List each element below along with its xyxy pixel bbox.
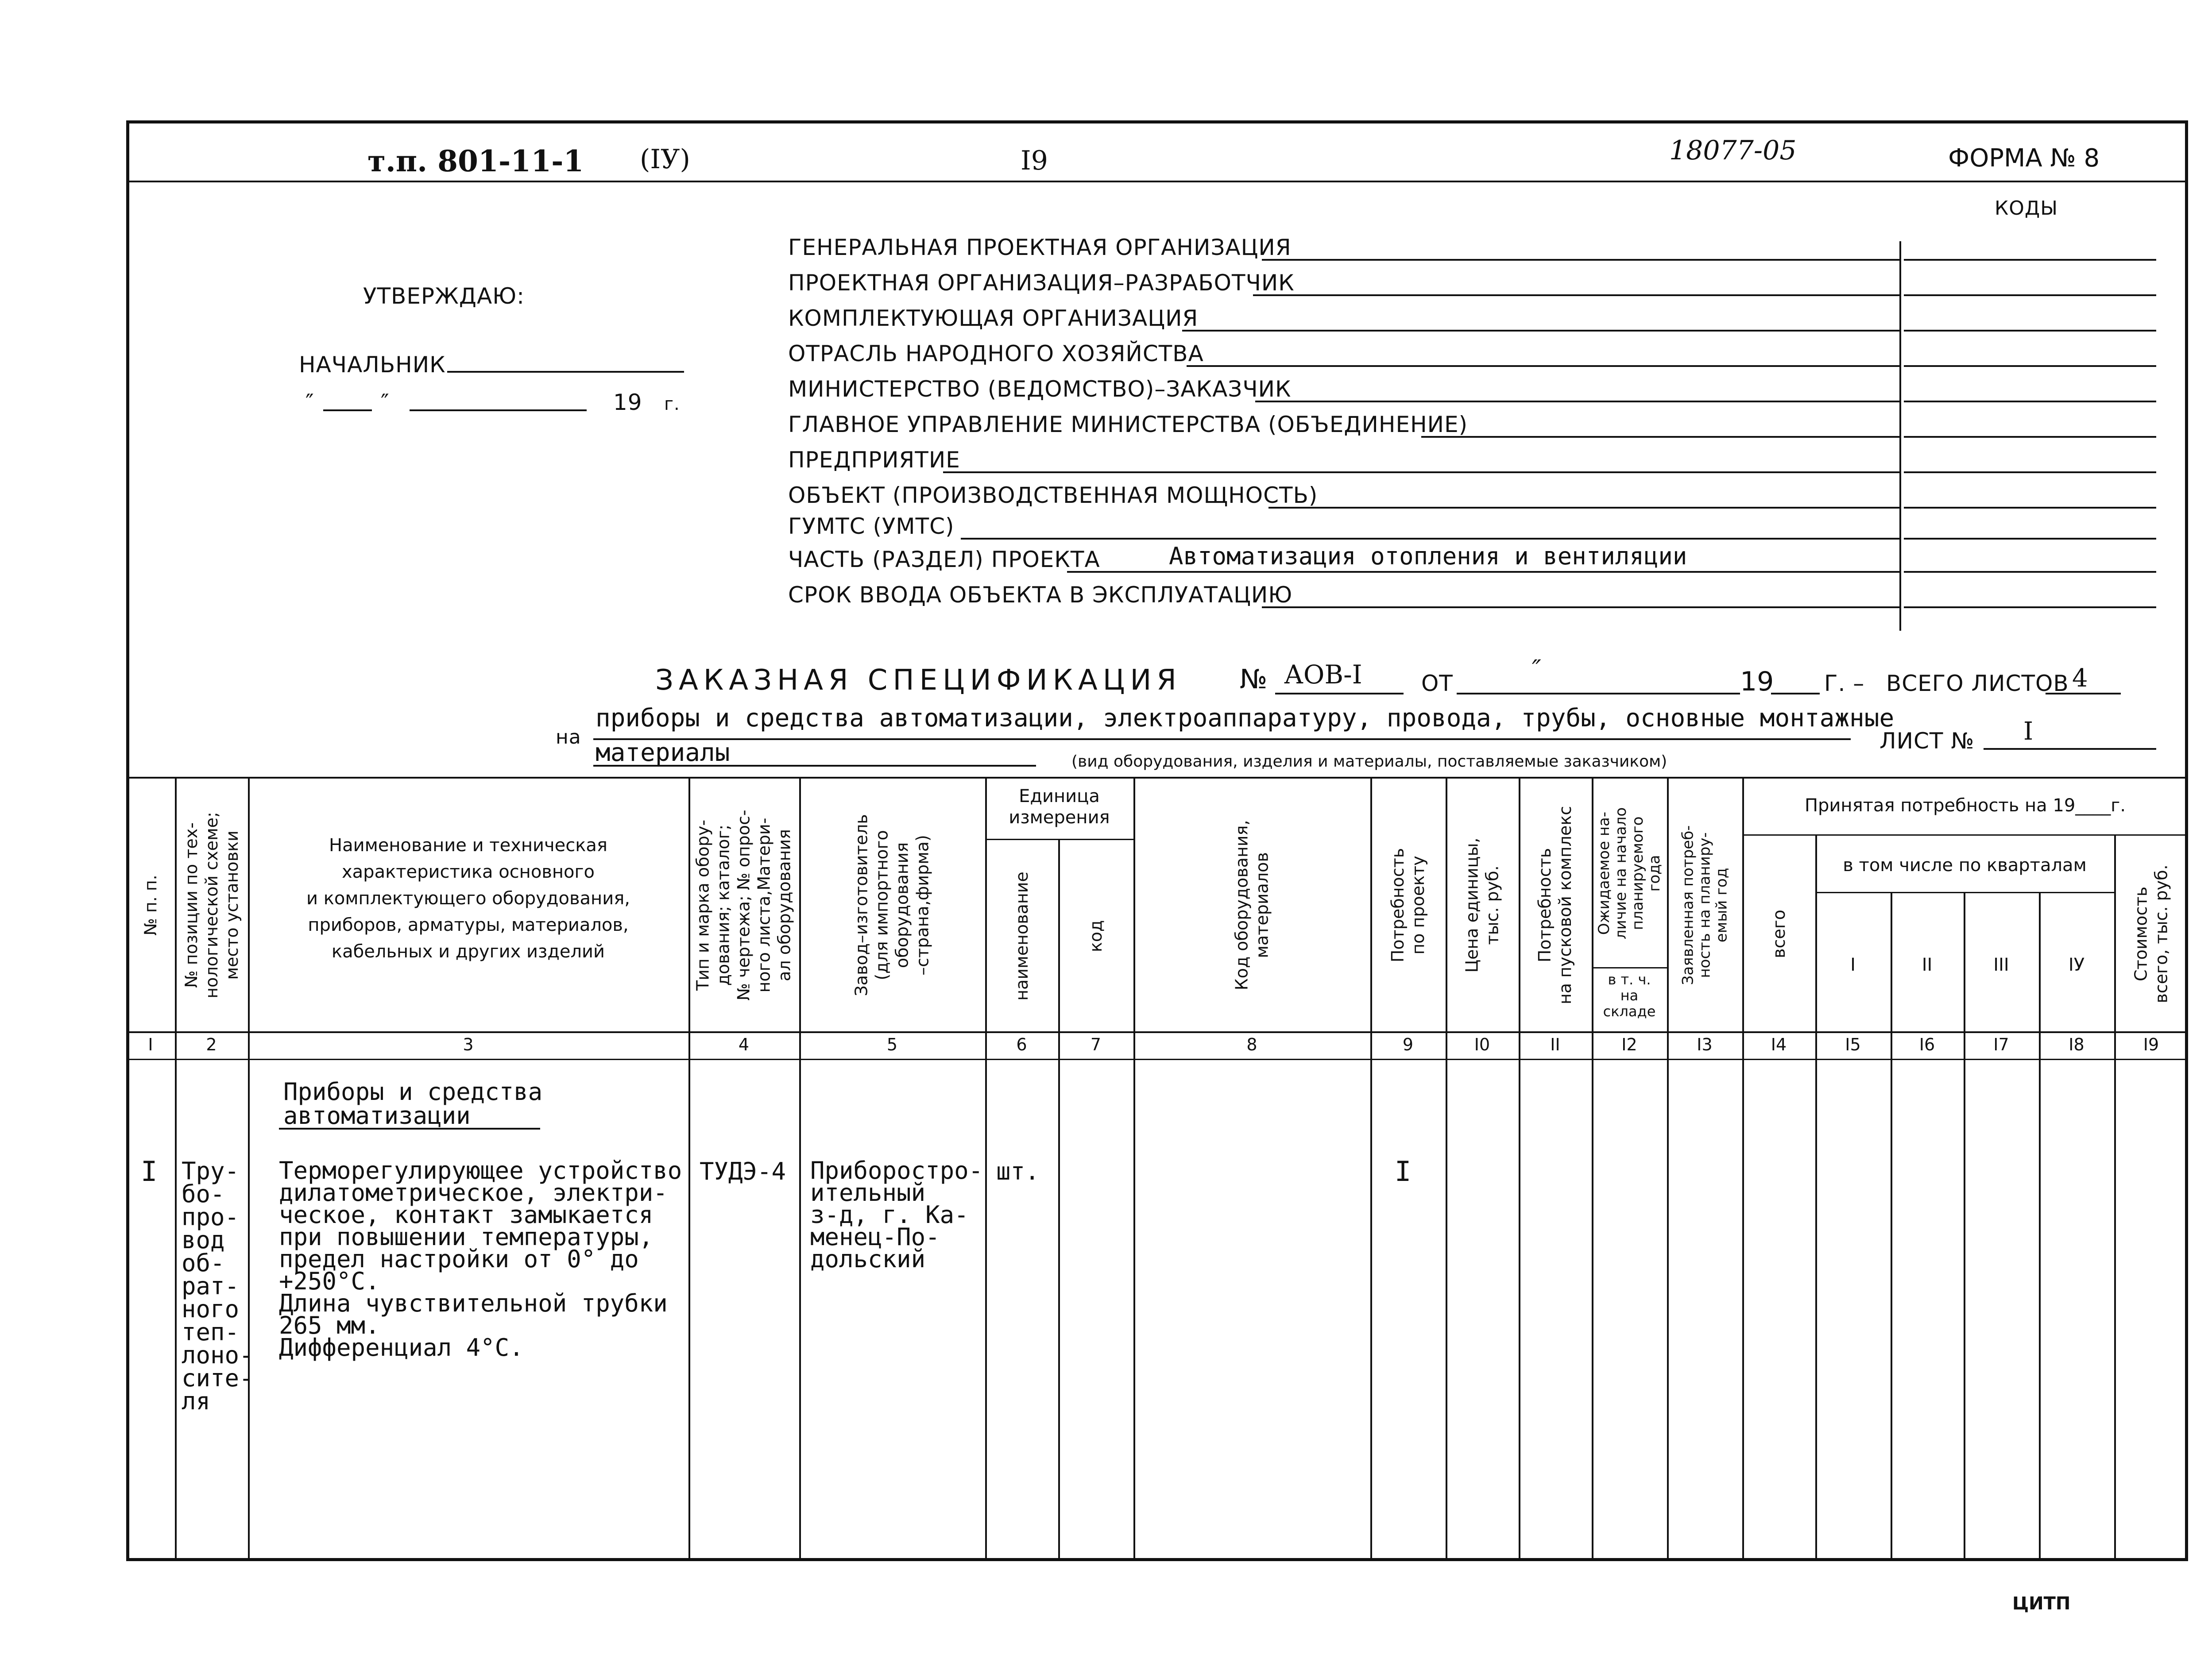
header-col9: Потребность по проекту: [1388, 848, 1428, 963]
field-value-line: [1255, 401, 1899, 402]
header-accepted: Принятая потребность на 19____г.: [1804, 795, 2126, 816]
column-number: 6: [1016, 1035, 1027, 1054]
field-label: МИНИСТЕРСТВО (ВЕДОМСТВО)–ЗАКАЗЧИК: [788, 376, 1292, 402]
row-1-manufacturer: Приборостро- ительный з-д, г. Ка- менец-По- дольский: [810, 1157, 983, 1273]
field-value-line: [1187, 365, 1899, 367]
field-code-line: [1904, 538, 2156, 540]
header-col4: Тип и марка обору- дования; каталог; № чертежа; № опрос- ного листа,Матери- ал оборудования: [693, 810, 795, 1001]
column-number: I4: [1771, 1035, 1787, 1054]
header-col14: всего: [1769, 910, 1789, 958]
header-col3: Наименование и техническая характеристика основного и комплектующего оборудования, приборов, арматуры, материалов, кабельных и других изделий: [306, 835, 630, 962]
spec-subject-line2: материалы: [596, 738, 730, 767]
field-code-line: [1904, 259, 2156, 261]
field-code-line: [1904, 365, 2156, 367]
column-number: I3: [1697, 1035, 1713, 1054]
quarters-group-line: [1815, 892, 2114, 893]
field-value-line: [1253, 294, 1899, 296]
field-label: ОТРАСЛЬ НАРОДНОГО ХОЗЯЙСТВА: [788, 341, 1204, 366]
spec-subject-line2-rule: [593, 765, 1036, 767]
unit-group-line: [985, 839, 1133, 840]
spec-subject-line1-rule: [593, 738, 1851, 740]
col12-split-line: [1592, 967, 1667, 968]
header-col13: Заявленная потреб- ность на планиру- емый год: [1679, 825, 1730, 985]
accepted-group-line: [1742, 834, 2188, 836]
field-code-line: [1904, 294, 2156, 296]
spec-sheet-line: [1984, 748, 2156, 750]
column-number: I8: [2069, 1035, 2084, 1054]
spec-date-quote: ″: [1532, 655, 1541, 684]
header-col12b: в т. ч. на складе: [1603, 971, 1656, 1020]
field-code-line: [1904, 436, 2156, 438]
column-number: 4: [738, 1035, 750, 1054]
date-year-suffix: г.: [664, 394, 680, 414]
field-code-line: [1904, 571, 2156, 573]
column-number: I0: [1474, 1035, 1490, 1054]
header-col18: IУ: [2068, 955, 2085, 975]
spec-number-line: [1275, 693, 1404, 694]
archive-number: 18077-05: [1669, 135, 1797, 166]
column-line: [1891, 892, 1892, 1561]
column-number: I9: [2143, 1035, 2159, 1054]
header-col17: III: [1993, 955, 2009, 975]
spec-sheets-line: [2046, 693, 2121, 694]
field-label: ОБЪЕКТ (ПРОИЗВОДСТВЕННАЯ МОЩНОСТЬ): [788, 482, 1318, 508]
column-number: 3: [463, 1035, 474, 1054]
page-number: I9: [1021, 145, 1048, 176]
date-day-line: [323, 409, 372, 411]
codes-separator: [1899, 241, 1901, 631]
row-1-name: Терморегулирующее устройство дилатометрическое, электри- ческое, контакт замыкается при повышении температуры, предел настройки от 0° до +250°С. Длина чувствительной трубки 265 мм. Дифференциал 4°С.: [279, 1157, 682, 1362]
spec-sheets-total: 4: [2072, 664, 2088, 693]
spec-sheet-label: ЛИСТ №: [1879, 728, 1975, 754]
field-value-line: [1268, 507, 1899, 509]
field-value-line: [1262, 259, 1899, 261]
spec-year-line: [1771, 693, 1820, 694]
table-colnum-bottom: [126, 1059, 2188, 1060]
chief-signature-line: [447, 371, 684, 373]
codes-label: КОДЫ: [1995, 197, 2058, 220]
header-col6: наименование: [1012, 872, 1032, 1001]
date-year-prefix: 19: [613, 390, 642, 415]
header-col19: Стоимость всего, тыс. руб.: [2131, 864, 2171, 1003]
header-col15: I: [1850, 955, 1856, 975]
header-col10: Цена единицы, тыс. руб.: [1462, 837, 1502, 973]
header-col2: № позиции по тех- нологической схеме; место установки: [181, 812, 242, 999]
field-code-line: [1904, 330, 2156, 332]
spec-sheets-label: ВСЕГО ЛИСТОВ: [1886, 671, 2069, 696]
column-number: 2: [206, 1035, 217, 1054]
spec-subject-line1: приборы и средства автоматизации, электроаппаратуру, провода, трубы, основные монтажные: [596, 704, 1895, 733]
date-quote-close: ″: [381, 390, 390, 415]
section-title-underline: [279, 1128, 540, 1130]
field-value-line: [1421, 436, 1899, 438]
header-col12: Ожидаемое на- личие на начало планируемого года: [1595, 807, 1664, 939]
header-col11: Потребность на пусковой комплекс: [1535, 806, 1575, 1005]
spec-subject-note: (вид оборудования, изделия и материалы, поставляемые заказчиком): [1071, 752, 1667, 771]
column-line: [1964, 892, 1965, 1561]
spec-year-suffix: Г. –: [1824, 671, 1865, 696]
spec-date-line: [1457, 693, 1740, 694]
field-code-line: [1904, 507, 2156, 509]
column-number: 9: [1402, 1035, 1414, 1054]
date-month-line: [410, 409, 587, 411]
column-line: [2039, 892, 2041, 1561]
column-number: I7: [1993, 1035, 2009, 1054]
spec-for-label: на: [556, 726, 581, 748]
field-label: СРОК ВВОДА ОБЪЕКТА В ЭКСПЛУАТАЦИЮ: [788, 582, 1293, 608]
field-code-line: [1904, 471, 2156, 473]
column-number: I2: [1621, 1035, 1637, 1054]
row-1-type: ТУДЭ-4: [700, 1157, 786, 1185]
table-top-border: [126, 777, 2188, 779]
field-label: ЧАСТЬ (РАЗДЕЛ) ПРОЕКТА: [788, 547, 1100, 572]
column-number: I5: [1845, 1035, 1861, 1054]
column-number: II: [1550, 1035, 1560, 1054]
header-quarters: в том числе по кварталам: [1843, 855, 2087, 876]
spec-no-label: №: [1240, 664, 1268, 695]
field-value-line: [961, 538, 1899, 540]
spec-sheet-number: I: [2023, 717, 2034, 746]
column-number: 7: [1090, 1035, 1102, 1054]
spec-from-label: ОТ: [1421, 671, 1453, 696]
field-label: ГЛАВНОЕ УПРАВЛЕНИЕ МИНИСТЕРСТВА (ОБЪЕДИНЕНИЕ): [788, 412, 1468, 437]
column-number: I: [148, 1035, 153, 1054]
row-1-no: I: [141, 1155, 158, 1188]
spec-title: ЗАКАЗНАЯ СПЕЦИФИКАЦИЯ: [655, 664, 1182, 697]
field-value-line: [1262, 606, 1899, 608]
date-quote-open: ″: [306, 390, 314, 415]
field-code-line: [1904, 401, 2156, 402]
row-1-quantity: I: [1395, 1155, 1412, 1188]
top-strip-divider: [126, 181, 2188, 182]
field-value-line: [1067, 571, 1899, 573]
field-code-line: [1904, 606, 2156, 608]
doc-part: (IУ): [640, 144, 690, 175]
row-1-position: Тру- бо- про- вод об- рат- ного теп- лоно- сите- ля: [182, 1157, 254, 1415]
field-value-line: [943, 471, 1899, 473]
field-label: КОМПЛЕКТУЮЩАЯ ОРГАНИЗАЦИЯ: [788, 305, 1199, 331]
spec-number: АОВ-I: [1284, 660, 1362, 690]
field-value-line: [1182, 330, 1899, 332]
header-col8: Код оборудования, материалов: [1232, 820, 1272, 991]
header-col5: Завод–изготовитель (для импортного оборудования –страна,фирма): [851, 814, 932, 996]
column-number: 5: [886, 1035, 898, 1054]
header-unit: Единица измерения: [1009, 786, 1110, 828]
column-line: [1815, 834, 1817, 1561]
doc-number: т.п. 801-11-1: [367, 144, 584, 178]
header-col7: код: [1086, 920, 1106, 953]
spec-year-prefix: 19: [1740, 666, 1774, 697]
field-label: ГЕНЕРАЛЬНАЯ ПРОЕКТНАЯ ОРГАНИЗАЦИЯ: [788, 235, 1292, 260]
row-1-unit: шт.: [996, 1157, 1040, 1185]
field-label: ГУМТС (УМТС): [788, 513, 955, 539]
column-number: 8: [1246, 1035, 1257, 1054]
field-label: ПРЕДПРИЯТИЕ: [788, 447, 960, 473]
header-col16: II: [1922, 955, 1933, 975]
column-number: I6: [1919, 1035, 1935, 1054]
footer-stamp: ЦИТП: [2012, 1593, 2071, 1614]
field-value: Автоматизация отопления и вентиляции: [1169, 542, 1687, 570]
header-col1: № п. п.: [141, 875, 160, 936]
form-label: ФОРМА № 8: [1948, 144, 2100, 173]
field-label: ПРОЕКТНАЯ ОРГАНИЗАЦИЯ–РАЗРАБОТЧИК: [788, 270, 1295, 296]
approve-label: УТВЕРЖДАЮ:: [363, 283, 525, 309]
chief-label: НАЧАЛЬНИК: [299, 352, 446, 378]
section-title: Приборы и средства автоматизации: [283, 1078, 543, 1130]
